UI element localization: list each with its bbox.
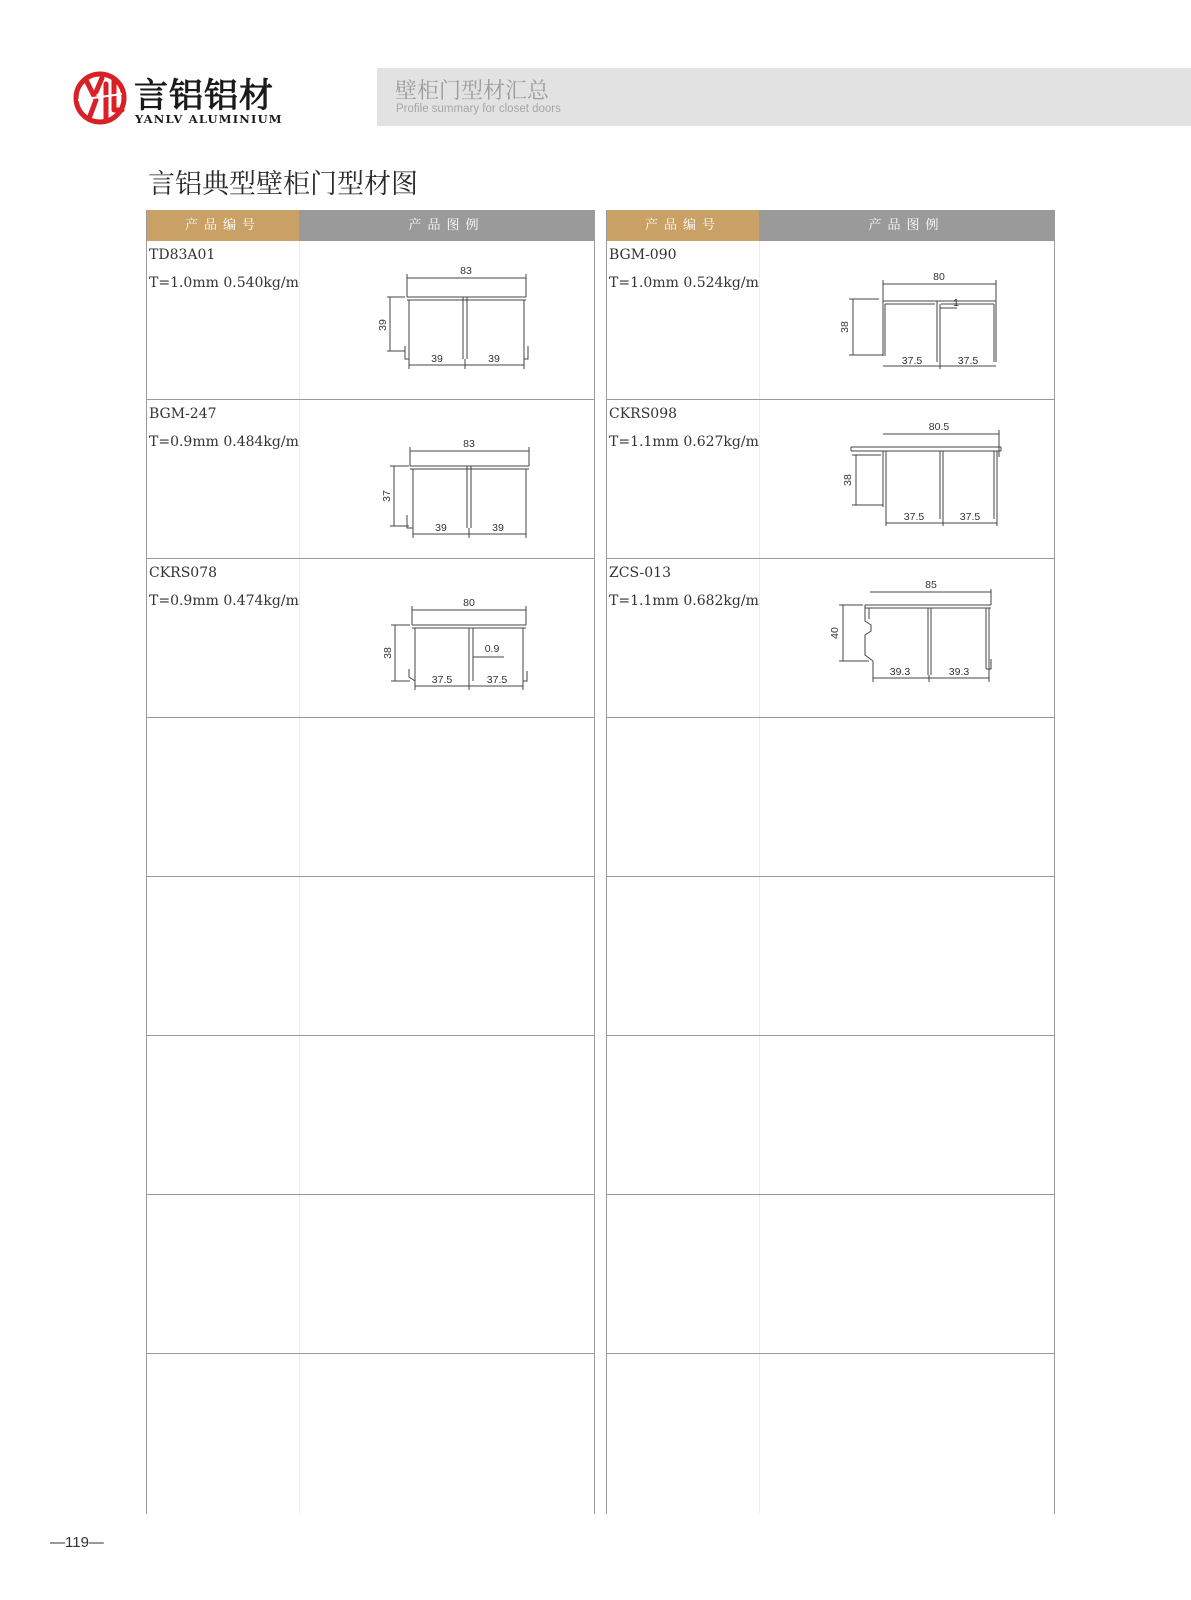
dim-height: 38: [842, 474, 854, 486]
product-code: TD83A01: [149, 247, 216, 263]
profile-drawing: [759, 559, 1054, 717]
table-row: [607, 400, 1054, 559]
header-band: [377, 68, 1191, 126]
table-row: [607, 559, 1054, 718]
brand-name-en: YANLV ALUMINIUM: [135, 112, 283, 126]
dim-width: 83: [460, 265, 472, 277]
dim-width: 80: [933, 271, 945, 283]
dim-right: 37.5: [486, 674, 508, 686]
table-row: [147, 559, 594, 718]
product-spec: T=0.9mm 0.474kg/m: [149, 593, 299, 609]
dim-height: 38: [839, 321, 851, 333]
section-title: 言铝典型壁柜门型材图: [148, 169, 418, 200]
header-product-code: 产品编号: [607, 210, 759, 241]
table-row: [147, 718, 594, 877]
table-row: [607, 718, 1054, 877]
dim-width: 80.5: [928, 421, 950, 433]
dim-left: 37.5: [901, 355, 923, 367]
table-row: [147, 241, 594, 400]
product-spec: T=1.1mm 0.627kg/m: [609, 434, 759, 450]
table-row: [607, 1195, 1054, 1354]
product-code: CKRS078: [149, 565, 218, 581]
brand-logo: [72, 68, 302, 130]
dim-left: 39: [435, 522, 447, 534]
table-row: [607, 877, 1054, 1036]
dim-left: 39: [431, 353, 443, 365]
dim-height: 40: [829, 627, 841, 639]
dim-right: 37.5: [957, 355, 979, 367]
dim-width: 85: [925, 579, 937, 591]
profile-drawing: [759, 400, 1054, 558]
table-header: [607, 210, 1054, 241]
profile-drawing: [299, 559, 594, 717]
product-code: CKRS098: [609, 406, 678, 422]
product-code: ZCS-013: [609, 565, 671, 581]
table-row: [147, 1195, 594, 1354]
dim-right: 39: [488, 353, 500, 365]
table-row: [607, 1354, 1054, 1513]
dim-extra: 0.9: [484, 643, 500, 655]
dim-left: 37.5: [903, 511, 925, 523]
yl-logo-icon: [72, 70, 128, 126]
profile-drawing: [759, 241, 1054, 399]
dim-width: 83: [463, 438, 475, 450]
dim-height: 37: [381, 490, 393, 502]
page-number: —119—: [50, 1534, 104, 1551]
table-row: [607, 241, 1054, 400]
table-row: [147, 877, 594, 1036]
profile-drawing: [299, 400, 594, 558]
table-row: [147, 1036, 594, 1195]
profile-drawing: [299, 241, 594, 399]
product-code: BGM-247: [149, 406, 217, 422]
product-code: BGM-090: [609, 247, 677, 263]
dim-left: 37.5: [431, 674, 453, 686]
table-row: [607, 1036, 1054, 1195]
brand-name-cn: 言铝铝材: [134, 76, 274, 116]
header-title-cn: 壁柜门型材汇总: [395, 79, 550, 104]
dim-width: 80: [463, 597, 475, 609]
profile-table-left: [146, 210, 595, 1514]
header-product-code: 产品编号: [147, 210, 299, 241]
dim-right: 39: [492, 522, 504, 534]
product-spec: T=0.9mm 0.484kg/m: [149, 434, 299, 450]
dim-right: 39.3: [948, 666, 970, 678]
table-header: [147, 210, 594, 241]
table-row: [147, 1354, 594, 1513]
table-row: [147, 400, 594, 559]
product-spec: T=1.1mm 0.682kg/m: [609, 593, 759, 609]
header-product-figure: 产品图例: [299, 210, 594, 241]
header-title-en: Profile summary for closet doors: [396, 103, 561, 115]
dim-height: 38: [382, 647, 394, 659]
dim-height: 39: [377, 319, 389, 331]
header-product-figure: 产品图例: [759, 210, 1054, 241]
product-spec: T=1.0mm 0.540kg/m: [149, 275, 299, 291]
dim-left: 39.3: [889, 666, 911, 678]
profile-table-right: [606, 210, 1055, 1514]
dim-right: 37.5: [959, 511, 981, 523]
product-spec: T=1.0mm 0.524kg/m: [609, 275, 759, 291]
dim-extra: 1: [953, 297, 959, 309]
